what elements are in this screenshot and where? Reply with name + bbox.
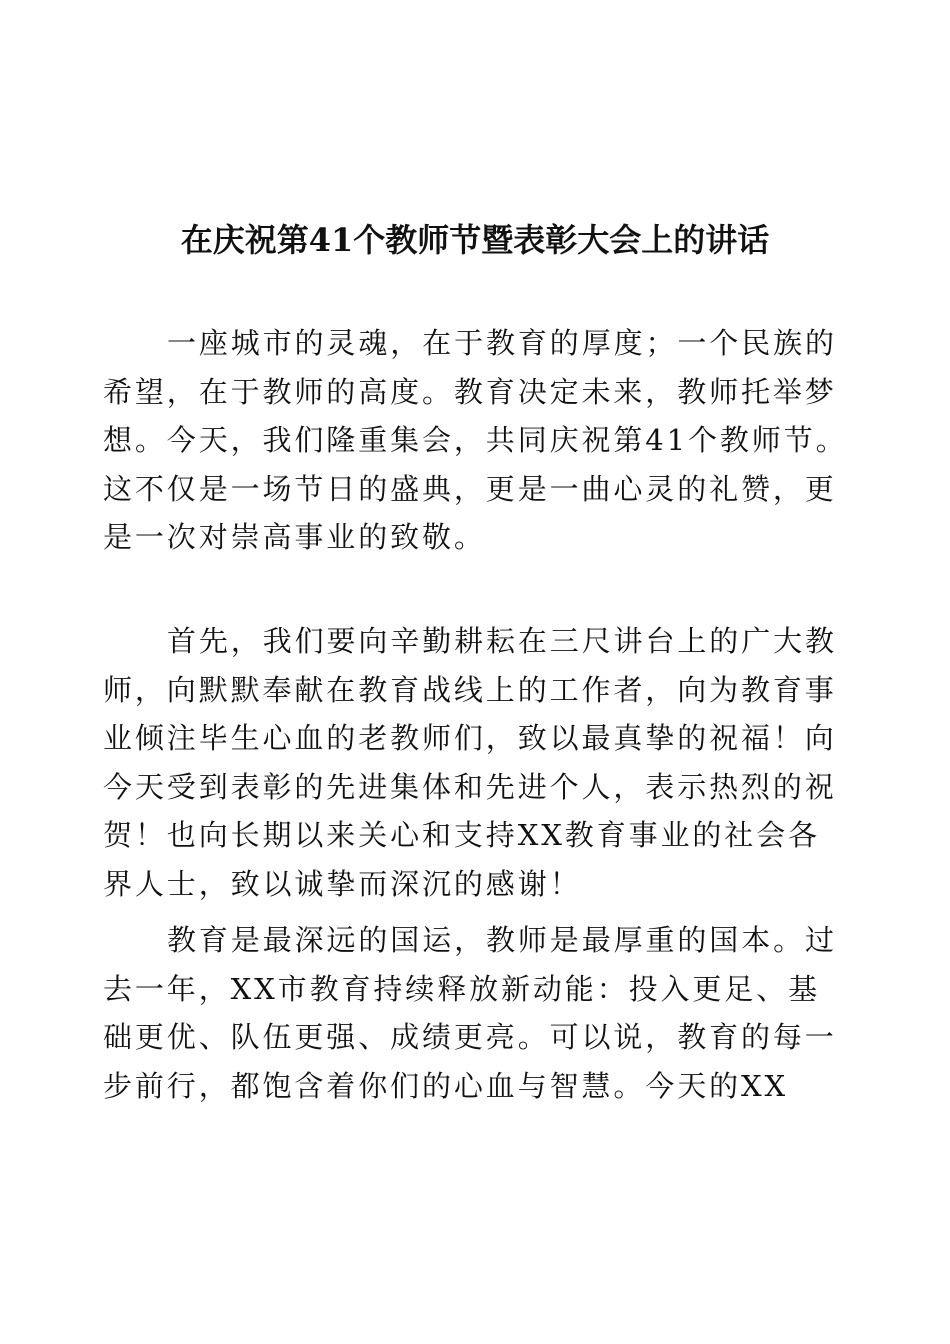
paragraph-line: 想。今天，我们隆重集会，共同庆祝第41个教师节。 [103,423,848,457]
paragraph-line: 去一年，XX市教育持续释放新动能：投入更足、基 [103,971,820,1006]
paragraph-line: 一座城市的灵魂，在于教育的厚度；一个民族的 [167,326,837,360]
paragraph-line: 这不仅是一场节日的盛典，更是一曲心灵的礼赞，更 [103,471,837,506]
paragraph-2 [103,617,837,908]
paragraph-line: 是一次对崇高事业的致敬。 [103,520,486,554]
paragraph-3 [103,916,837,1110]
document-title: 在庆祝第41个教师节暨表彰大会上的讲话 [180,221,770,259]
paragraph-line: 贺！也向长期以来关心和支持XX教育事业的社会各 [103,818,820,852]
paragraph-line: 希望，在于教师的高度。教育决定未来，教师托举梦 [103,374,837,409]
paragraph-line: 师，向默默奉献在教育战线上的工作者，向为教育事 [103,672,837,707]
paragraph-line: 础更优、队伍更强、成绩更亮。可以说，教育的每一 [103,1020,837,1054]
paragraph-line: 界人士，致以诚挚而深沉的感谢！ [103,866,582,901]
paragraph-line: 教育是最深远的国运，教师是最厚重的国本。过 [167,923,837,957]
paragraph-line: 今天受到表彰的先进集体和先进个人，表示热烈的祝 [103,769,837,804]
paragraph-line: 首先，我们要向辛勤耕耘在三尺讲台上的广大教 [167,624,837,658]
paragraph-line: 步前行，都饱含着你们的心血与智慧。今天的XX [103,1068,789,1103]
paragraph-1 [103,319,848,562]
paragraph-line: 业倾注毕生心血的老教师们，致以最真挚的祝福！向 [103,721,837,755]
